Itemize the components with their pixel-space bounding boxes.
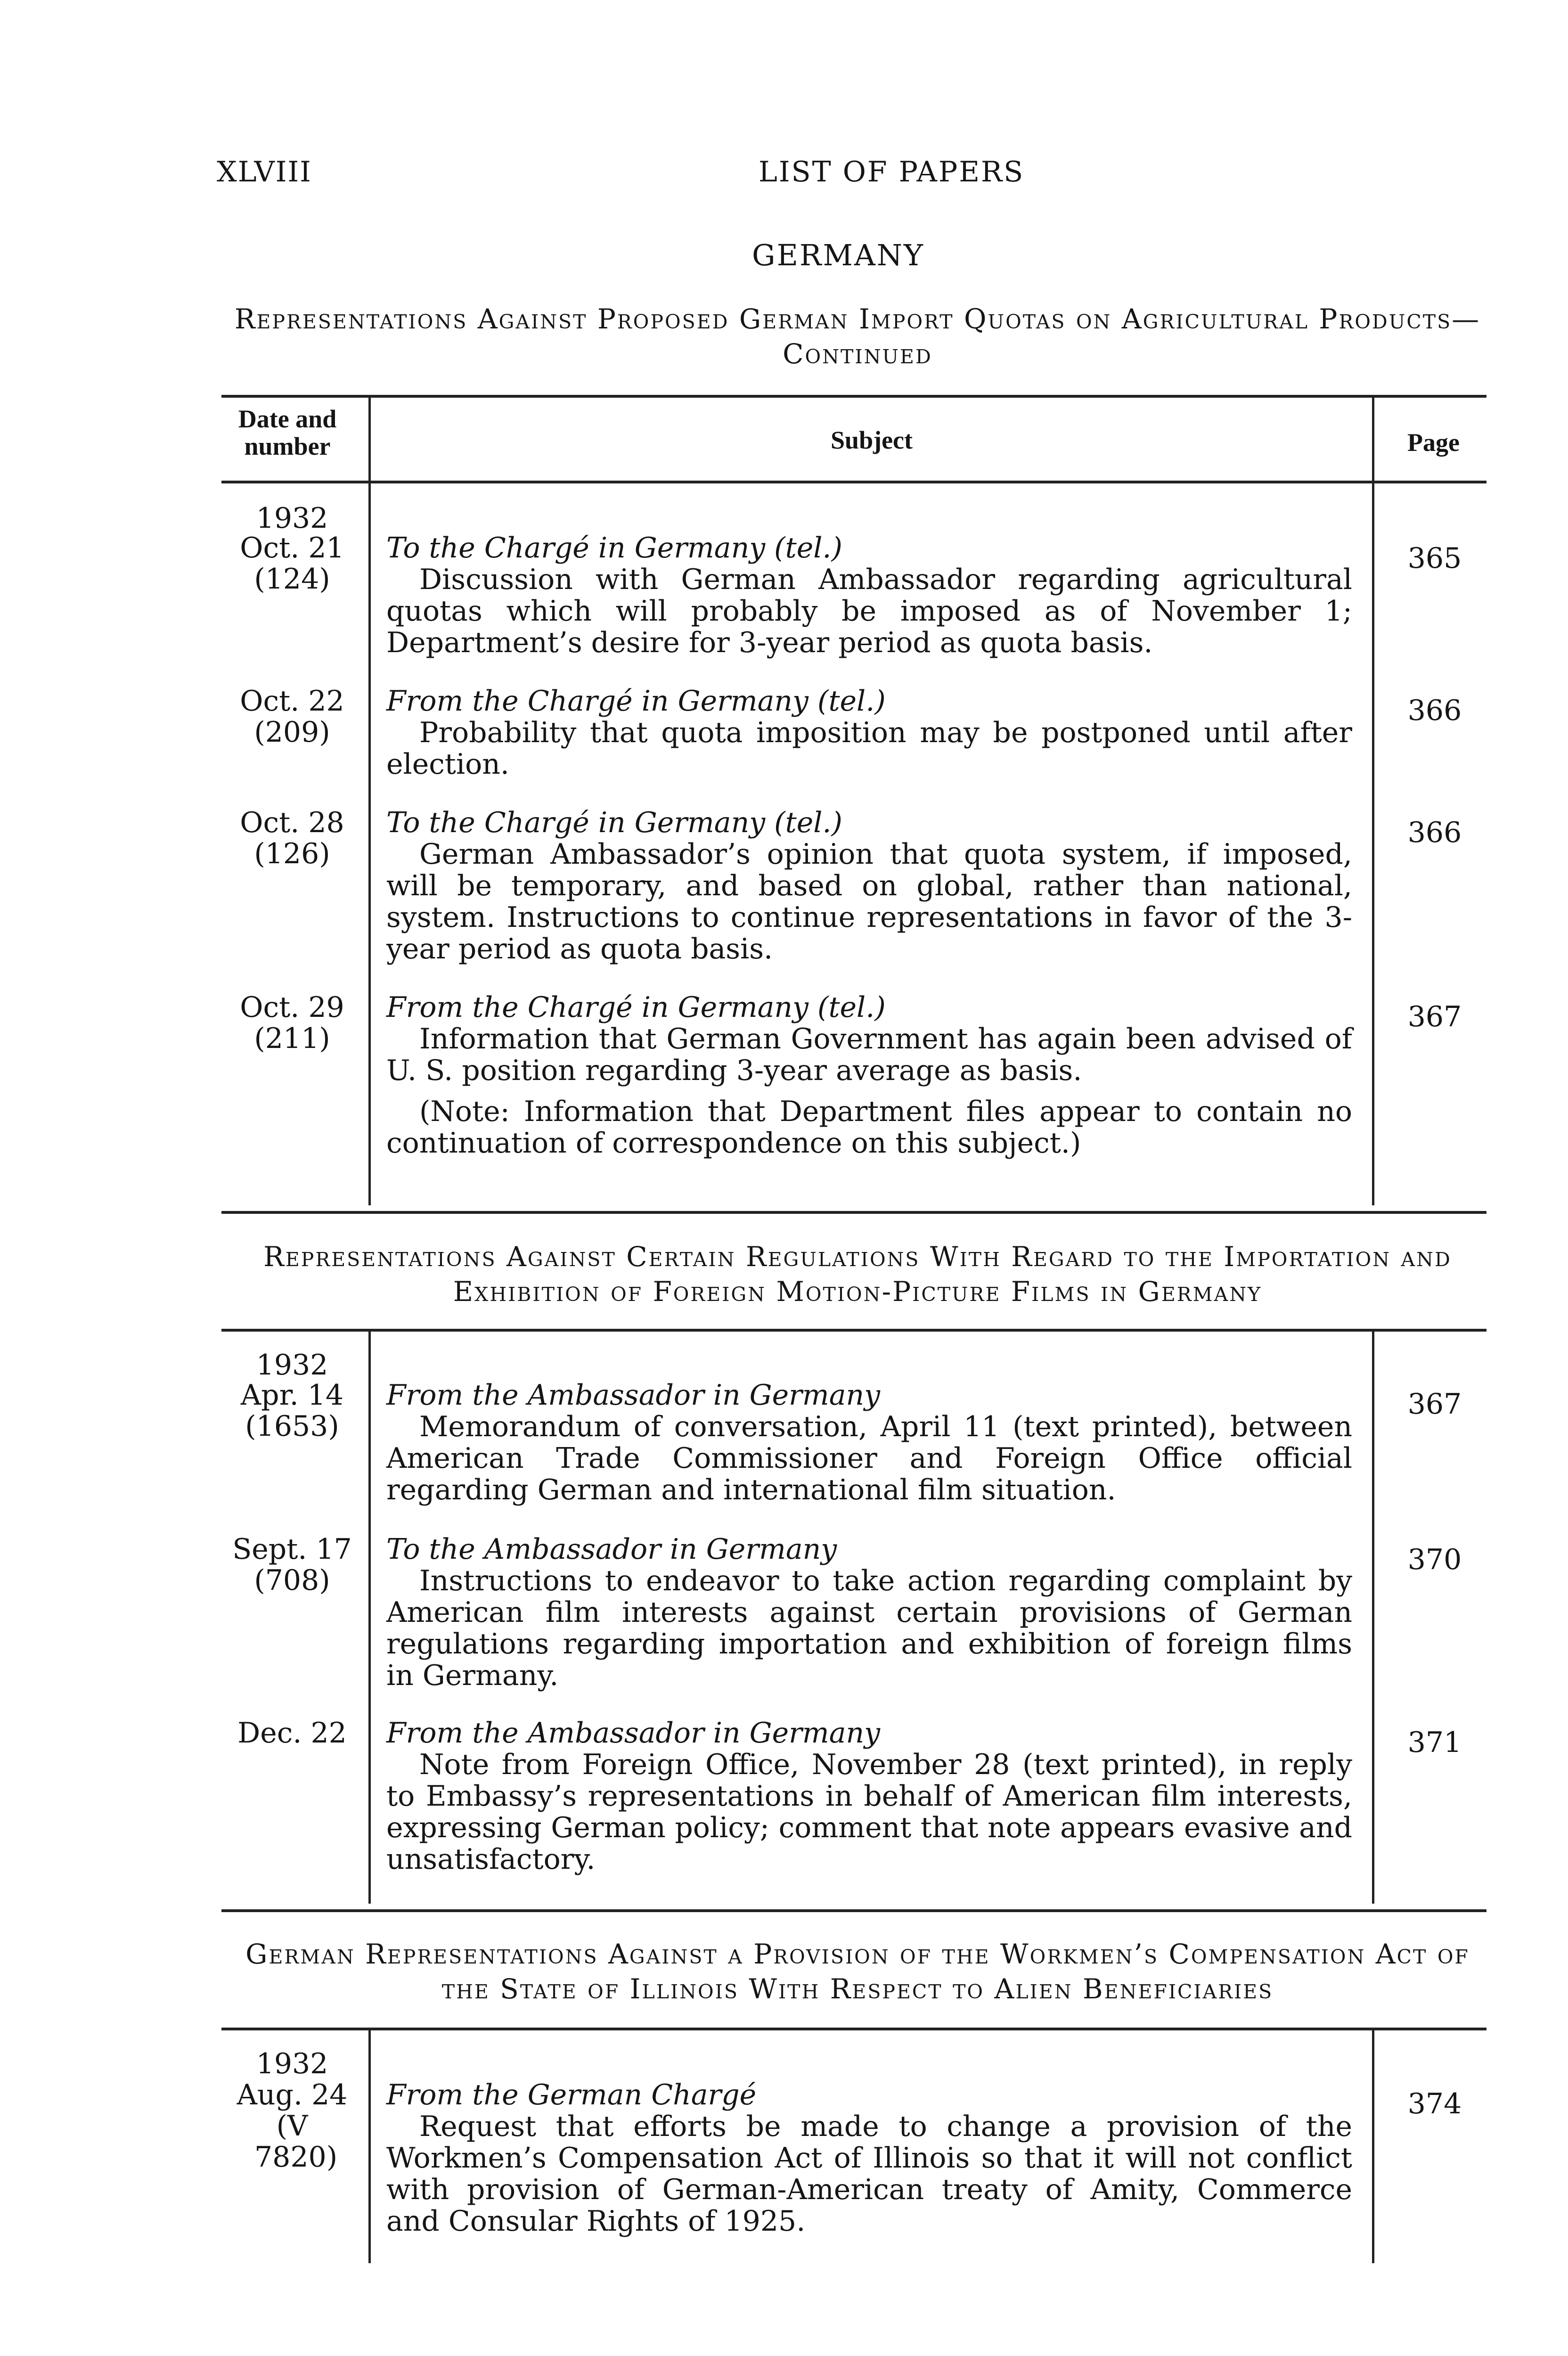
entry-date: Oct. 29 bbox=[240, 991, 344, 1024]
running-header bbox=[217, 155, 1483, 198]
entry-page-number: 365 bbox=[1407, 542, 1462, 575]
table-top-rule bbox=[221, 1329, 1486, 1332]
entry-date: Dec. 22 bbox=[237, 1717, 347, 1750]
year-label: 1932 bbox=[256, 502, 328, 535]
column-divider bbox=[1372, 1329, 1374, 1904]
column-divider bbox=[368, 395, 371, 1205]
entry-description: German Ambassador’s opinion that quota system, if imposed, will be temporary, and based on global, rather than national, system. Instructions to continue representations in favor of the 3-year period as quota basis. bbox=[386, 838, 1352, 965]
entry-page-number: 371 bbox=[1407, 1726, 1462, 1759]
entry-subject bbox=[386, 686, 1352, 780]
country-heading: GERMANY bbox=[752, 238, 924, 272]
running-title: LIST OF PAPERS bbox=[759, 155, 1025, 188]
entry-addressee: From the Ambassador in Germany bbox=[386, 1717, 881, 1750]
entry-addressee: To the Chargé in Germany (tel.) bbox=[386, 532, 842, 564]
entry-page-number: 367 bbox=[1407, 1388, 1462, 1421]
entry-note: (Note: Information that Department files appear to contain no continuation of correspondence on this subject.) bbox=[386, 1095, 1352, 1160]
entry-addressee: To the Ambassador in Germany bbox=[386, 1533, 837, 1566]
entry-description: Probability that quota imposition may be postponed until after election. bbox=[386, 716, 1352, 781]
header-bottom-rule bbox=[221, 481, 1486, 483]
entry-date: Oct. 21 bbox=[240, 532, 344, 564]
column-header-page: Page bbox=[1407, 428, 1460, 457]
entry-description: Memorandum of conversation, April 11 (text printed), between American Trade Commissioner and Foreign Office official regarding German and international film situation. bbox=[386, 1410, 1352, 1506]
column-header-subject: Subject bbox=[831, 426, 913, 454]
entry-description: Discussion with German Ambassador regarding agricultural quotas which will probably be imposed as of November 1; Department’s desire for 3-year period as quota basis. bbox=[386, 563, 1352, 659]
entry-addressee: From the Ambassador in Germany bbox=[386, 1379, 881, 1412]
entry-number: (126) bbox=[254, 837, 330, 870]
column-divider bbox=[1372, 2028, 1374, 2263]
entry-number: (708) bbox=[254, 1564, 330, 1597]
entry-number: (209) bbox=[254, 716, 330, 749]
entry-page-number: 366 bbox=[1407, 694, 1462, 727]
entry-page-number: 366 bbox=[1407, 816, 1462, 849]
entry-subject bbox=[386, 2079, 1352, 2237]
entry-description: Request that efforts be made to change a provision of the Workmen’s Compensation Act of Illinois so that it will not conflict with provision of German-American treaty of Amity, Commerce and Consular Rights of 1925. bbox=[386, 2110, 1352, 2238]
section-end-rule bbox=[221, 1211, 1486, 1214]
entry-date: Apr. 14 bbox=[240, 1379, 344, 1412]
entry-subject bbox=[386, 807, 1352, 965]
entry-number: (V 7820) bbox=[254, 2110, 338, 2174]
table-top-rule bbox=[221, 2028, 1486, 2030]
entry-number: (1653) bbox=[245, 1410, 339, 1443]
section-title-motion-picture-films: Representations Against Certain Regulations With Regard to the Importation and Exhibition of Foreign Motion-Picture Films in Germany bbox=[263, 1241, 1452, 1308]
entry-page-number: 367 bbox=[1407, 1000, 1462, 1033]
entry-addressee: From the Chargé in Germany (tel.) bbox=[386, 991, 886, 1024]
entry-subject bbox=[386, 1380, 1352, 1506]
entry-page-number: 374 bbox=[1407, 2087, 1462, 2120]
section-title-workmens-compensation: German Representations Against a Provision of the Workmen’s Compensation Act of the State of Illinois With Respect to Alien Beneficiaries bbox=[245, 1938, 1470, 2005]
page-folio: XLVIII bbox=[217, 155, 312, 188]
section-title-import-quotas: Representations Against Proposed German Import Quotas on Agricultural Products—Continued bbox=[234, 303, 1481, 370]
entry-date: Oct. 22 bbox=[240, 685, 344, 718]
entry-description: Information that German Government has again been advised of U. S. position regarding 3-year average as basis. bbox=[386, 1023, 1352, 1087]
column-header-date: Date and number bbox=[238, 405, 337, 460]
column-divider bbox=[1372, 395, 1374, 1205]
entry-addressee: From the Chargé in Germany (tel.) bbox=[386, 685, 886, 718]
entry-date: Aug. 24 bbox=[237, 2078, 348, 2111]
entry-description: Note from Foreign Office, November 28 (text printed), in reply to Embassy’s representations in behalf of American film interests, expressing German policy; comment that note appears evasive and unsatisfactory. bbox=[386, 1748, 1352, 1876]
table-top-rule bbox=[221, 395, 1486, 398]
entry-subject bbox=[386, 1534, 1352, 1692]
entry-number: (211) bbox=[254, 1022, 330, 1055]
section-end-rule bbox=[221, 1909, 1486, 1912]
year-label: 1932 bbox=[256, 1349, 328, 1382]
entry-subject bbox=[386, 532, 1352, 659]
entry-description: Instructions to endeavor to take action regarding complaint by American film interests against certain provisions of German regulations regarding importation and exhibition of foreign films in Germany. bbox=[386, 1564, 1352, 1692]
entry-subject bbox=[386, 1718, 1352, 1875]
entry-date: Oct. 28 bbox=[240, 806, 344, 839]
entry-date: Sept. 17 bbox=[232, 1533, 352, 1566]
entry-subject bbox=[386, 992, 1352, 1159]
column-divider bbox=[368, 2028, 371, 2263]
entry-addressee: From the German Chargé bbox=[386, 2078, 757, 2111]
year-label: 1932 bbox=[256, 2047, 328, 2080]
entry-page-number: 370 bbox=[1407, 1543, 1462, 1576]
entry-addressee: To the Chargé in Germany (tel.) bbox=[386, 806, 842, 839]
column-divider bbox=[368, 1329, 371, 1904]
entry-number: (124) bbox=[254, 563, 330, 596]
